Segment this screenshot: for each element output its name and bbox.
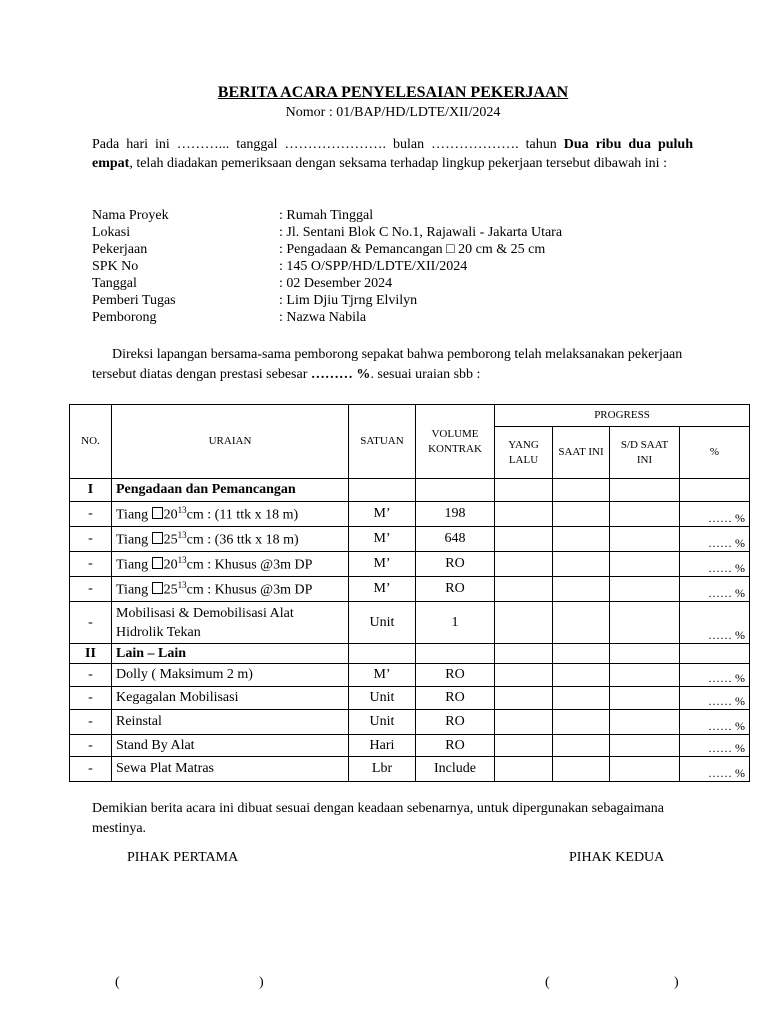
item-yang-lalu — [495, 527, 553, 552]
item-yang-lalu — [495, 552, 553, 577]
signature-paren-open-1: ( — [115, 975, 120, 990]
header-volume: VOLUME KONTRAK — [416, 405, 495, 479]
item-satuan: Unit — [349, 687, 416, 710]
item-sd-saat-ini — [610, 602, 680, 644]
header-satuan: SATUAN — [349, 405, 416, 479]
empty-cell — [495, 479, 553, 502]
item-sd-saat-ini — [610, 552, 680, 577]
item-yang-lalu — [495, 577, 553, 602]
header-no: NO. — [70, 405, 112, 479]
item-satuan: Hari — [349, 735, 416, 757]
item-saat-ini — [553, 502, 610, 527]
header-progress: PROGRESS — [495, 405, 750, 427]
signature-paren-close-1: ) — [259, 975, 264, 990]
square-pile-icon — [152, 532, 163, 544]
item-volume: RO — [416, 710, 495, 735]
item-saat-ini — [553, 602, 610, 644]
item-saat-ini — [553, 710, 610, 735]
item-volume: RO — [416, 735, 495, 757]
item-persen: …… % — [680, 664, 750, 687]
info-value: : Pengadaan & Pemancangan □ 20 cm & 25 cm — [279, 242, 546, 257]
item-sd-saat-ini — [610, 687, 680, 710]
item-text-suffix: cm : (11 ttk x 18 m) — [186, 507, 299, 523]
item-saat-ini — [553, 527, 610, 552]
item-yang-lalu — [495, 502, 553, 527]
item-uraian — [112, 735, 349, 757]
item-persen: …… % — [680, 502, 750, 527]
item-saat-ini — [553, 687, 610, 710]
item-satuan: Unit — [349, 602, 416, 644]
table-row — [70, 664, 750, 687]
info-row — [92, 275, 562, 292]
empty-cell — [416, 479, 495, 502]
pile-size: 25 — [163, 532, 178, 548]
section-no: I — [70, 479, 112, 502]
empty-cell — [416, 644, 495, 664]
item-uraian — [112, 502, 349, 527]
item-volume: RO — [416, 687, 495, 710]
item-volume: RO — [416, 577, 495, 602]
item-satuan: M’ — [349, 502, 416, 527]
item-text: Reinstal — [116, 714, 162, 729]
pihak-pertama-label: PIHAK PERTAMA — [127, 850, 239, 865]
item-yang-lalu — [495, 664, 553, 687]
info-row — [92, 292, 562, 309]
item-volume: 198 — [416, 502, 495, 527]
item-sd-saat-ini — [610, 735, 680, 757]
item-uraian — [112, 527, 349, 552]
section-no: II — [70, 644, 112, 664]
item-satuan: Unit — [349, 710, 416, 735]
document-title: BERITA ACARA PENYELESAIAN PEKERJAAN — [217, 84, 569, 101]
empty-cell — [680, 644, 750, 664]
square-pile-icon — [152, 557, 163, 569]
square-pile-icon — [152, 582, 163, 594]
info-value: : 02 Desember 2024 — [279, 276, 393, 291]
item-volume: 1 — [416, 602, 495, 644]
info-value: : Nazwa Nabila — [279, 310, 367, 325]
item-persen: …… % — [680, 687, 750, 710]
item-satuan: M’ — [349, 552, 416, 577]
table-row — [70, 687, 750, 710]
square-pile-icon — [152, 507, 163, 519]
item-persen: …… % — [680, 602, 750, 644]
item-text: Sewa Plat Matras — [116, 761, 214, 776]
item-text: Tiang — [116, 507, 152, 523]
item-no: - — [70, 664, 112, 687]
table-row — [70, 710, 750, 735]
info-row — [92, 224, 562, 241]
info-row — [92, 207, 562, 224]
item-satuan: M’ — [349, 664, 416, 687]
item-satuan: M’ — [349, 577, 416, 602]
table-row — [70, 502, 750, 527]
item-text: Mobilisasi & Demobilisasi Alat Hidrolik Tekan — [116, 605, 294, 640]
item-volume: RO — [416, 552, 495, 577]
item-yang-lalu — [495, 687, 553, 710]
item-satuan: M’ — [349, 527, 416, 552]
signature-paren-close-2: ) — [674, 975, 679, 990]
section-title: Lain – Lain — [112, 644, 349, 664]
header-persen: % — [680, 427, 750, 479]
empty-cell — [680, 479, 750, 502]
item-sd-saat-ini — [610, 502, 680, 527]
project-info — [92, 207, 562, 326]
info-row — [92, 258, 562, 275]
item-uraian — [112, 757, 349, 782]
item-no: - — [70, 502, 112, 527]
item-uraian — [112, 710, 349, 735]
item-no: - — [70, 757, 112, 782]
item-volume: 648 — [416, 527, 495, 552]
item-no: - — [70, 602, 112, 644]
table-row — [70, 527, 750, 552]
info-row — [92, 309, 562, 326]
item-no: - — [70, 552, 112, 577]
item-persen: …… % — [680, 527, 750, 552]
pile-size-superscript: 13 — [177, 579, 187, 590]
item-uraian — [112, 552, 349, 577]
item-yang-lalu — [495, 757, 553, 782]
empty-cell — [610, 644, 680, 664]
item-persen: …… % — [680, 577, 750, 602]
item-sd-saat-ini — [610, 757, 680, 782]
header-yang-lalu: YANG LALU — [495, 427, 553, 479]
document-number: Nomor : 01/BAP/HD/LDTE/XII/2024 — [285, 105, 501, 120]
item-uraian — [112, 602, 349, 644]
table-row — [70, 735, 750, 757]
item-no: - — [70, 577, 112, 602]
item-uraian — [112, 664, 349, 687]
item-text: Kegagalan Mobilisasi — [116, 690, 239, 705]
item-text: Dolly ( Maksimum 2 m) — [116, 667, 253, 682]
item-persen: …… % — [680, 710, 750, 735]
item-text: Tiang — [116, 557, 152, 573]
item-sd-saat-ini — [610, 577, 680, 602]
item-no: - — [70, 710, 112, 735]
header-uraian: URAIAN — [112, 405, 349, 479]
item-persen: …… % — [680, 552, 750, 577]
progress-table — [69, 404, 750, 782]
item-persen: …… % — [680, 735, 750, 757]
info-value: : Lim Djiu Tjrng Elvilyn — [279, 293, 418, 308]
empty-cell — [610, 479, 680, 502]
item-text-suffix: cm : Khusus @3m DP — [186, 582, 313, 598]
info-label: SPK No — [92, 259, 139, 274]
item-saat-ini — [553, 664, 610, 687]
info-label: Pemborong — [92, 310, 157, 325]
info-label: Pekerjaan — [92, 242, 148, 257]
table-row — [70, 602, 750, 644]
section-row — [70, 479, 750, 502]
table-row — [70, 577, 750, 602]
item-text-suffix: cm : Khusus @3m DP — [186, 557, 313, 573]
item-persen: …… % — [680, 757, 750, 782]
empty-cell — [553, 644, 610, 664]
info-label: Lokasi — [92, 225, 131, 240]
item-volume: Include — [416, 757, 495, 782]
pile-size: 20 — [163, 507, 178, 523]
info-label: Tanggal — [92, 276, 137, 291]
empty-cell — [349, 479, 416, 502]
item-text-suffix: cm : (36 ttk x 18 m) — [186, 532, 299, 548]
item-saat-ini — [553, 735, 610, 757]
header-saat-ini: SAAT INI — [553, 427, 610, 479]
pile-size-superscript: 13 — [177, 554, 187, 565]
info-label: Nama Proyek — [92, 208, 169, 223]
pile-size: 20 — [163, 557, 178, 573]
empty-cell — [553, 479, 610, 502]
item-sd-saat-ini — [610, 527, 680, 552]
empty-cell — [349, 644, 416, 664]
item-volume: RO — [416, 664, 495, 687]
info-value: : Jl. Sentani Blok C No.1, Rajawali - Jakarta Utara — [279, 225, 563, 240]
item-yang-lalu — [495, 735, 553, 757]
item-sd-saat-ini — [610, 664, 680, 687]
item-satuan: Lbr — [349, 757, 416, 782]
item-saat-ini — [553, 552, 610, 577]
section-row — [70, 644, 750, 664]
item-no: - — [70, 527, 112, 552]
info-label: Pemberi Tugas — [92, 293, 176, 308]
item-no: - — [70, 687, 112, 710]
empty-cell — [495, 644, 553, 664]
intro-paragraph: Pada hari ini ………... tanggal …………………. bulan ………………. tahun Dua ribu dua puluh empat, telah diadakan pemeriksaan dengan seksama terhadap lingkup pekerjaan tersebut dibawah ini : — [92, 137, 693, 171]
table-row — [70, 552, 750, 577]
pihak-kedua-label: PIHAK KEDUA — [569, 850, 665, 865]
direksi-paragraph: Direksi lapangan bersama-sama pemborong sepakat bahwa pemborong telah melaksanakan pekerjaan tersebut diatas dengan prestasi sebesar ……… %. sesuai uraian sbb : — [92, 347, 683, 382]
item-yang-lalu — [495, 602, 553, 644]
item-no: - — [70, 735, 112, 757]
item-saat-ini — [553, 757, 610, 782]
item-saat-ini — [553, 577, 610, 602]
item-uraian — [112, 687, 349, 710]
signature-paren-open-2: ( — [545, 975, 550, 990]
item-uraian — [112, 577, 349, 602]
table-row — [70, 757, 750, 782]
item-text: Tiang — [116, 582, 152, 598]
section-title: Pengadaan dan Pemancangan — [112, 479, 349, 502]
pile-size-superscript: 13 — [177, 504, 187, 515]
info-value: : Rumah Tinggal — [279, 208, 374, 223]
closing-paragraph: Demikian berita acara ini dibuat sesuai dengan keadaan sebenarnya, untuk dipergunakan sebagaimana mestinya. — [92, 801, 664, 836]
info-row — [92, 241, 562, 258]
pile-size-superscript: 13 — [177, 529, 187, 540]
item-sd-saat-ini — [610, 710, 680, 735]
pile-size: 25 — [163, 582, 178, 598]
info-value: : 145 O/SPP/HD/LDTE/XII/2024 — [279, 259, 468, 274]
item-text: Stand By Alat — [116, 737, 195, 753]
item-text: Tiang — [116, 532, 152, 548]
item-yang-lalu — [495, 710, 553, 735]
header-sd-saat-ini: S/D SAAT INI — [610, 427, 680, 479]
